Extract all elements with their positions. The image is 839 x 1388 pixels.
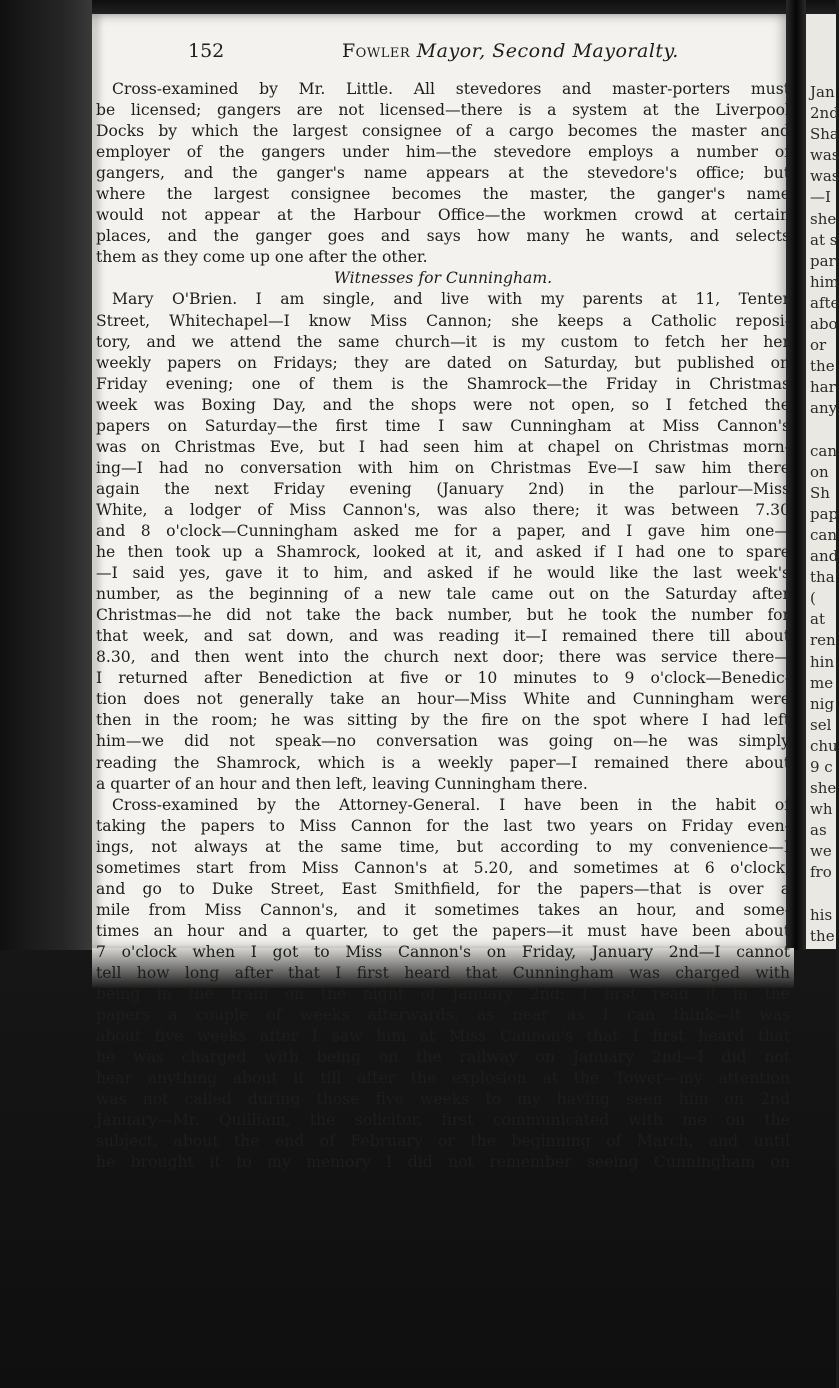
facing-page-fragment: Sh (810, 483, 830, 502)
facing-page-fragment: 2nd (810, 104, 839, 123)
text-line: again the next Friday evening (January 2nd) in the parlour—Miss (96, 479, 790, 498)
facing-page-fragment: on (810, 462, 829, 481)
text-line: gangers, and the ganger's name appears at the stevedore's office; but (96, 164, 790, 183)
text-line: and 8 o'clock—Cunningham asked me for a paper, and I gave him one— (96, 521, 790, 540)
text-line: places, and the ganger goes and says how many he wants, and selects (96, 227, 790, 246)
text-line: tory, and we attend the same church—it is my custom to fetch her her (96, 332, 790, 351)
facing-page-fragment: the (810, 357, 835, 376)
facing-page-fragment (806, 420, 836, 441)
text-line: Mary O'Brien. I am single, and live with my parents at 11, Tenter (112, 290, 790, 309)
facing-page-fragment: was (810, 146, 839, 165)
facing-page-fragment: his (810, 905, 833, 924)
facing-page-fragment: hin (810, 652, 835, 671)
facing-page-fragment: —I (810, 188, 831, 207)
text-line: them as they come up one after the other. (96, 248, 428, 267)
facing-page-fragment: tha (810, 568, 835, 587)
facing-page-fragment: Sha (810, 125, 839, 144)
text-line: ing—I had no conversation with him on Christmas Eve—I saw him there (96, 458, 790, 477)
page-number: 152 (188, 40, 225, 62)
text-line: —I said yes, gave it to him, and asked if he would like the last week's (96, 564, 790, 583)
running-title-rest: Mayor, Second Mayoralty. (416, 40, 679, 62)
text-line: papers a couple of weeks afterwards, as near as I can think—it was (96, 1006, 790, 1025)
text-line: he then took up a Shamrock, looked at it, and asked if I had one to spare (96, 543, 790, 562)
text-line: 8.30, and then went into the church next door; there was service there— (96, 648, 790, 667)
text-line: White, a lodger of Miss Cannon's, was also there; it was between 7.30 (96, 500, 790, 519)
text-line: tell how long after that I first heard that Cunningham was charged with (96, 963, 790, 982)
text-line: sometimes start from Miss Cannon's at 5.20, and sometimes at 6 o'clock, (96, 858, 790, 877)
text-line: where the largest consignee becomes the master, the ganger's name (96, 185, 790, 204)
facing-page-fragment: wh (810, 800, 833, 819)
text-line: week was Boxing Day, and the shops were not open, so I fetched the (96, 395, 790, 414)
text-line: mile from Miss Cannon's, and it sometimes takes an hour, and some- (96, 900, 790, 919)
text-line: ings, not always at the same time, but according to my convenience—I (96, 837, 790, 856)
text-line: subject, about the end of February or the beginning of March, and until (96, 1132, 790, 1151)
facing-page-fragment: 9 c (810, 758, 833, 776)
facing-page-fragment: she (810, 209, 837, 228)
text-line: January—Mr. Quilliam, the solicitor, first communicated with me on the (96, 1111, 790, 1130)
facing-page-fragment: afte (810, 293, 839, 312)
text-line: be licensed; gangers are not licensed—there is a system at the Liverpool (96, 101, 790, 120)
text-line: Street, Whitechapel—I know Miss Cannon; she keeps a Catholic reposi- (96, 311, 790, 330)
facing-page-fragment: abo (810, 315, 838, 334)
text-line: papers on Saturday—the first time I saw Cunningham at Miss Cannon's (96, 416, 790, 435)
text-line: about five weeks after I saw him at Miss Cannon's that I first heard that (96, 1027, 790, 1046)
facing-page-fragment: or (810, 336, 827, 355)
facing-page-fragment: har (810, 378, 836, 397)
text-line: Docks by which the largest consignee of a cargo becomes the master and (96, 122, 790, 141)
text-line: Cross-examined by the Attorney-General. I have been in the habit of (112, 795, 790, 814)
facing-page-fragment: fro (810, 863, 832, 882)
text-line: him—we did not speak—no conversation was going on—he was simply (96, 732, 790, 751)
running-header (96, 30, 786, 72)
facing-page-fragment: was (810, 167, 839, 186)
facing-page-fragment: sel (810, 715, 832, 734)
facing-page-fragment: at (810, 610, 825, 629)
text-line: Cross-examined by Mr. Little. All stevedores and master-porters must (112, 80, 790, 98)
facing-page-fragment: me (810, 673, 834, 692)
running-title (342, 30, 679, 72)
facing-page-fragment: can (810, 441, 838, 460)
page-content (96, 30, 790, 1172)
facing-page-fragment: the (810, 926, 835, 945)
facing-page-fragment: par (810, 251, 836, 270)
facing-page-fragment (806, 884, 836, 905)
facing-page-fragment: can (810, 525, 838, 544)
text-line: was not called during those five weeks to my having seen him on 2nd (96, 1090, 790, 1109)
text-line: 7 o'clock when I got to Miss Cannon's on Friday, January 2nd—I cannot (96, 942, 790, 961)
text-line: a quarter of an hour and then left, leaving Cunningham there. (96, 774, 588, 793)
facing-page-fragment: pap (810, 504, 839, 523)
facing-page-fragment: and (810, 547, 839, 566)
facing-page-fragment: any (810, 399, 838, 418)
text-line: Christmas—he did not take the back number, but he took the number for (96, 606, 790, 625)
facing-page-fragment: we (810, 842, 832, 861)
text-line: was on Christmas Eve, but I had seen him at chapel on Christmas morn- (96, 437, 790, 456)
facing-page-fragment: him (810, 272, 839, 291)
text-line: and go to Duke Street, East Smithfield, for the papers—that is over a (96, 879, 790, 898)
text-line: I returned after Benediction at five or 10 minutes to 9 o'clock—Benedic- (96, 669, 790, 688)
text-line: Friday evening; one of them is the Shamrock—the Friday in Christmas (96, 374, 790, 393)
text-line: then in the room; he was sitting by the fire on the spot where I had left (96, 711, 790, 730)
running-title-name: Fowler (342, 40, 411, 62)
text-line: hear anything about it till after the explosion at the Tower—my attention (96, 1069, 790, 1088)
text-line: reading the Shamrock, which is a weekly paper—I remained there about (96, 753, 790, 772)
text-line: taking the papers to Miss Cannon for the last two years on Friday even- (96, 816, 790, 835)
facing-page-fragment: chu (810, 736, 838, 755)
facing-page-fragment: at s (810, 230, 838, 249)
facing-page (806, 14, 839, 949)
facing-page-fragment: Jan (810, 83, 835, 101)
text-line: number, as the beginning of a new tale came out on the Saturday after (96, 585, 790, 604)
text-line: he was charged with being on the railway on January 2nd—I did not (96, 1048, 790, 1067)
text-line: being in the train on the night of January 2nd; I first read it in the (96, 985, 790, 1004)
text-line: times an hour and a quarter, to get the papers—it must have been about (96, 921, 790, 940)
text-line: he brought it to my memory I did not remember seeing Cunningham on (96, 1153, 790, 1172)
section-heading: Witnesses for Cunningham. (333, 269, 553, 288)
facing-page-fragment: she (810, 779, 837, 798)
text-line: employer of the gangers under him—the stevedore employs a number of (96, 143, 790, 162)
facing-page-fragment: nig (810, 694, 835, 713)
facing-page-fragment: ( (810, 589, 816, 608)
text-line: that week, and sat down, and was reading it—I remained there till about (96, 627, 790, 646)
body-text (96, 79, 790, 1173)
text-line: would not appear at the Harbour Office—the workmen crowd at certain (96, 206, 790, 225)
facing-page-fragment: as (810, 821, 827, 840)
facing-page-fragment: ren (810, 631, 836, 650)
text-line: tion does not generally take an hour—Miss White and Cunningham were (96, 690, 790, 709)
text-line: weekly papers on Fridays; they are dated on Saturday, but published on (96, 353, 790, 372)
